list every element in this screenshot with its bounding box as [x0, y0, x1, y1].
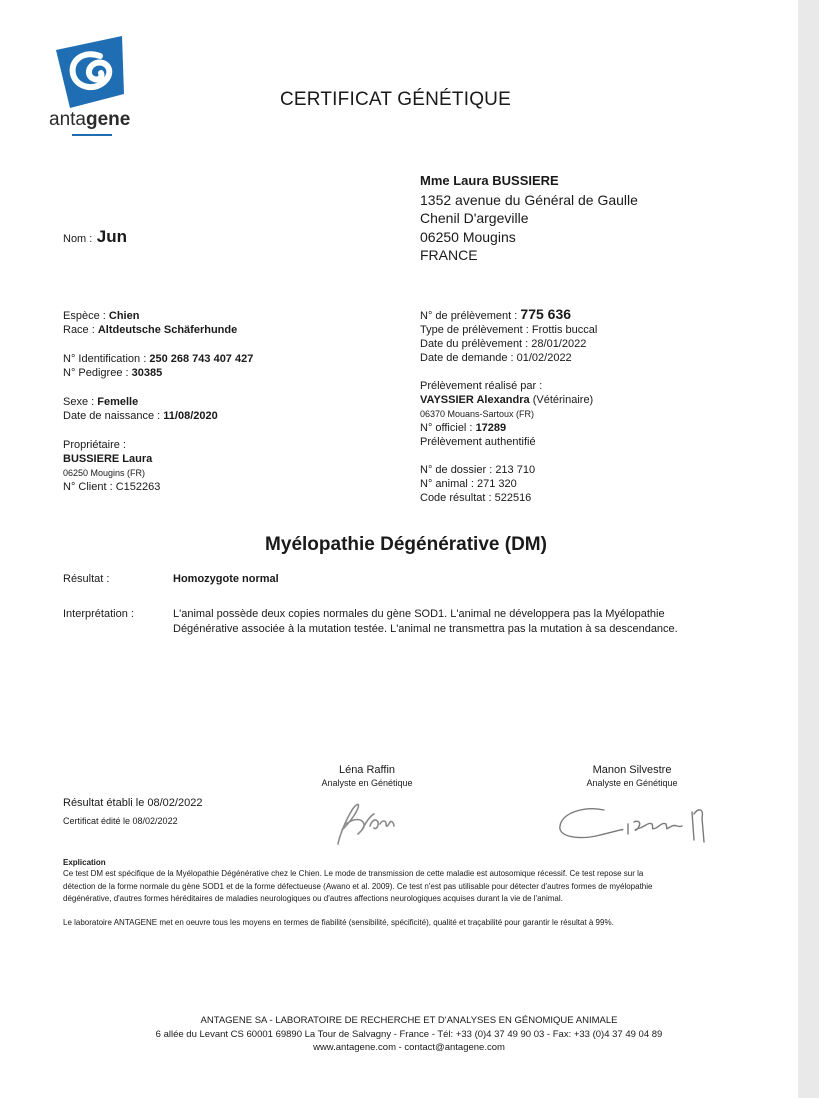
prelevement-row [420, 307, 597, 323]
owner-address [420, 172, 638, 265]
officiel-row [420, 421, 597, 435]
sexe-label: Sexe : [63, 396, 95, 408]
date-prelevement: Date du prélèvement : 28/01/2022 [420, 338, 587, 350]
interpretation-line2: Dégénérative associée à la mutation testée. L'animal ne transmettra pas la mutation à sa descendance. [173, 623, 678, 635]
espece-label: Espèce : [63, 310, 106, 322]
naissance-value: 11/08/2020 [163, 410, 218, 422]
identification-row [63, 352, 253, 366]
pedigree-label: N° Pedigree : [63, 367, 129, 379]
footer-line1: ANTAGENE SA - LABORATOIRE DE RECHERCHE ET D'ANALYSES EN GÉNOMIQUE ANIMALE [200, 1015, 618, 1026]
dossier-number: N° de dossier : 213 710 [420, 464, 536, 476]
veterinaire-ville: 06370 Mouans-Sartoux (FR) [420, 409, 535, 419]
animal-info [63, 309, 253, 494]
signature-1-image [328, 796, 408, 848]
antagene-logo-icon [54, 36, 126, 108]
veterinaire-role: (Vétérinaire) [532, 394, 594, 406]
date-demande: Date de demande : 01/02/2022 [420, 352, 572, 364]
logo-underline [72, 134, 112, 136]
identification-value: 250 268 743 407 427 [149, 353, 254, 365]
espece-value: Chien [108, 310, 140, 322]
interpretation-line1: L'animal possède deux copies normales du gène SOD1. L'animal ne développera pas la Myélopathie [173, 608, 665, 620]
certificat-edite: Certificat édité le 08/02/2022 [63, 816, 178, 826]
resultat-etabli: Résultat établi le 08/02/2022 [63, 797, 203, 809]
naissance-label: Date de naissance : [63, 410, 161, 422]
explication-line3: dégénérative, d'autres formes héréditaires de maladies neurologiques ou d'autres affections neurologiques acquises durant la vie de l'animal. [63, 894, 563, 903]
footer [0, 1014, 818, 1055]
realise-par: Prélèvement réalisé par : [420, 380, 543, 392]
animal-name: Jun [96, 227, 128, 246]
code-resultat: Code résultat : 522516 [420, 492, 532, 504]
race-row [63, 323, 253, 337]
logo-prefix: anta [49, 109, 86, 130]
signatory-2 [577, 763, 687, 789]
espece-row [63, 309, 253, 323]
logo-suffix: gene [85, 109, 131, 130]
explication-line1: Ce test DM est spécifique de la Myélopathie Dégénérative chez le Chien. Le mode de transmission de cette maladie est autosomique récessif. Ce test repose sur la [63, 869, 644, 878]
veterinaire-name: VAYSSIER Alexandra [420, 394, 530, 406]
explication-fiabilite: Le laboratoire ANTAGENE met en oeuvre tous les moyens en termes de fiabilité (sensibilité, spécificité), qualité et traçabilité pour garantir le résultat à 99%. [63, 918, 614, 927]
race-label: Race : [63, 324, 95, 336]
race-value: Altdeutsche Schäferhunde [97, 324, 238, 336]
interpretation-text [173, 607, 678, 637]
animal-number: N° animal : 271 320 [420, 478, 517, 490]
test-heading: Myélopathie Dégénérative (DM) [265, 534, 547, 555]
type-prelevement: Type de prélèvement : Frottis buccal [420, 324, 598, 336]
sexe-value: Femelle [97, 396, 139, 408]
explication-title: Explication [63, 858, 106, 867]
signatory-1-name: Léna Raffin [338, 764, 396, 776]
prelevement-label: N° de prélèvement : [420, 310, 518, 322]
address-line1: 1352 avenue du Général de Gaulle [420, 191, 638, 208]
resultat-label: Résultat : [63, 573, 110, 585]
signature-2-image [556, 800, 712, 852]
resultat-value: Homozygote normal [173, 573, 279, 585]
sample-info [420, 307, 597, 505]
signatory-2-role: Analyste en Génétique [586, 778, 678, 788]
authentifie: Prélèvement authentifié [420, 436, 536, 448]
signatory-2-name: Manon Silvestre [592, 764, 672, 776]
interpretation-label: Interprétation : [63, 608, 134, 620]
explication-text [63, 868, 652, 906]
address-line2: Chenil D'argeville [420, 210, 529, 226]
animal-name-label: Nom : [63, 233, 93, 245]
naissance-row [63, 409, 253, 423]
signatory-1-role: Analyste en Génétique [321, 778, 413, 788]
address-line3: 06250 Mougins [420, 228, 516, 245]
proprietaire-ville: 06250 Mougins (FR) [63, 468, 146, 478]
officiel-label: N° officiel : [420, 422, 473, 434]
animal-name-row [63, 227, 127, 247]
footer-line2: 6 allée du Levant CS 60001 69890 La Tour de Salvagny - France - Tél: +33 (0)4 37 49 90 03 - Fax: +33 (0)4 37 49 04 89 [155, 1028, 663, 1040]
identification-label: N° Identification : [63, 353, 147, 365]
proprietaire-label: Propriétaire : [63, 439, 126, 451]
footer-line3: www.antagene.com - contact@antagene.com [313, 1042, 505, 1053]
pedigree-row [63, 366, 253, 380]
address-line4: FRANCE [420, 247, 478, 263]
pedigree-value: 30385 [131, 367, 163, 379]
veterinaire-row [420, 393, 597, 407]
logo-wordmark [49, 109, 130, 131]
proprietaire-value: BUSSIERE Laura [63, 453, 153, 465]
signatory-1 [317, 763, 417, 789]
sexe-row [63, 395, 253, 409]
client-number: N° Client : C152263 [63, 481, 161, 493]
explication-line2: détection de la forme normale du gène SOD1 et de la forme défectueuse (Awano et al. 2009). Ce test n'est pas utilisable pour détecter d'autres formes de myélopathie [63, 881, 653, 891]
address-name: Mme Laura BUSSIERE [420, 173, 559, 188]
officiel-value: 17289 [475, 422, 507, 434]
prelevement-value: 775 636 [520, 306, 572, 322]
page-title: CERTIFICAT GÉNÉTIQUE [280, 89, 511, 110]
